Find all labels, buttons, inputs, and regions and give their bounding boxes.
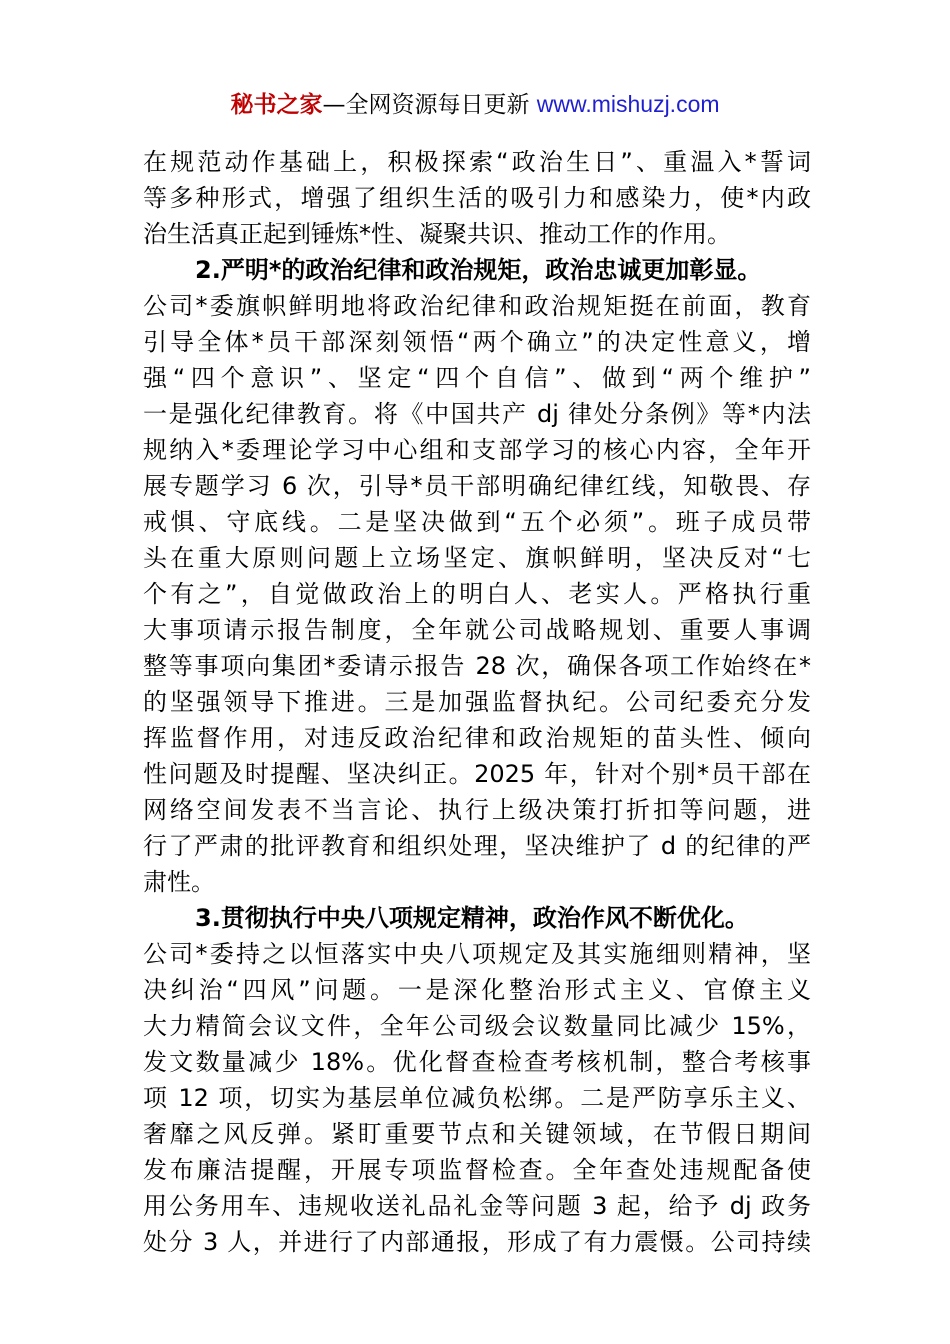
document-body xyxy=(143,144,811,1260)
paragraph-line: 戒惧、守底线。二是坚决做到“五个必须”。班子成员带 xyxy=(143,508,811,536)
paragraph-line: 头在重大原则问题上立场坚定、旗帜鲜明，坚决反对“七 xyxy=(143,544,811,572)
section-heading: 3.贯彻执行中央八项规定精神，政治作风不断优化。 xyxy=(195,904,749,932)
paragraph-line: 一是强化纪律教育。将《中国共产 dj 律处分条例》等*内法 xyxy=(143,400,811,428)
paragraph-line: 强“四个意识”、坚定“四个自信”、做到“两个维护” xyxy=(143,364,811,392)
section-heading: 2.严明*的政治纪律和政治规矩，政治忠诚更加彰显。 xyxy=(195,256,762,284)
site-header xyxy=(0,88,950,121)
paragraph-line: 的坚强领导下推进。三是加强监督执纪。公司纪委充分发 xyxy=(143,688,811,716)
paragraph-line: 治生活真正起到锤炼*性、凝聚共识、推动工作的作用。 xyxy=(143,220,731,248)
paragraph-line: 项 12 项，切实为基层单位减负松绑。二是严防享乐主义、 xyxy=(143,1084,811,1112)
paragraph-line: 大事项请示报告制度，全年就公司战略规划、重要人事调 xyxy=(143,616,811,644)
paragraph-line: 引导全体*员干部深刻领悟“两个确立”的决定性意义，增 xyxy=(143,328,811,356)
paragraph-line: 发布廉洁提醒，开展专项监督检查。全年查处违规配备使 xyxy=(143,1156,811,1184)
site-url-link[interactable]: www.mishuzj.com xyxy=(536,91,720,117)
paragraph-line: 展专题学习 6 次，引导*员干部明确纪律红线，知敬畏、存 xyxy=(143,472,811,500)
paragraph-line: 肃性。 xyxy=(143,868,215,896)
paragraph-line: 决纠治“四风”问题。一是深化整治形式主义、官僚主义 xyxy=(143,976,811,1004)
paragraph-line: 公司*委持之以恒落实中央八项规定及其实施细则精神，坚 xyxy=(143,940,811,968)
paragraph-line: 大力精简会议文件，全年公司级会议数量同比减少 15%， xyxy=(143,1012,811,1040)
paragraph-line: 行了严肃的批评教育和组织处理，坚决维护了 d 的纪律的严 xyxy=(143,832,811,860)
paragraph-line: 公司*委旗帜鲜明地将政治纪律和政治规矩挺在前面，教育 xyxy=(143,292,811,320)
paragraph-line: 奢靡之风反弹。紧盯重要节点和关键领域，在节假日期间 xyxy=(143,1120,811,1148)
paragraph-line: 发文数量减少 18%。优化督查检查考核机制，整合考核事 xyxy=(143,1048,811,1076)
site-tagline: —全网资源每日更新 xyxy=(322,92,537,118)
paragraph-line: 挥监督作用，对违反政治纪律和政治规矩的苗头性、倾向 xyxy=(143,724,811,752)
paragraph-line: 等多种形式，增强了组织生活的吸引力和感染力，使*内政 xyxy=(143,184,811,212)
paragraph-line: 处分 3 人，并进行了内部通报，形成了有力震慑。公司持续 xyxy=(143,1228,811,1256)
paragraph-line: 网络空间发表不当言论、执行上级决策打折扣等问题，进 xyxy=(143,796,811,824)
paragraph-line: 性问题及时提醒、坚决纠正。2025 年，针对个别*员干部在 xyxy=(143,760,811,788)
site-brand: 秘书之家 xyxy=(230,92,323,118)
paragraph-line: 整等事项向集团*委请示报告 28 次，确保各项工作始终在* xyxy=(143,652,811,680)
paragraph-line: 用公务用车、违规收送礼品礼金等问题 3 起，给予 dj 政务 xyxy=(143,1192,811,1220)
paragraph-line: 个有之”，自觉做政治上的明白人、老实人。严格执行重 xyxy=(143,580,811,608)
paragraph-line: 规纳入*委理论学习中心组和支部学习的核心内容，全年开 xyxy=(143,436,811,464)
paragraph-line: 在规范动作基础上，积极探索“政治生日”、重温入*誓词 xyxy=(143,148,811,176)
